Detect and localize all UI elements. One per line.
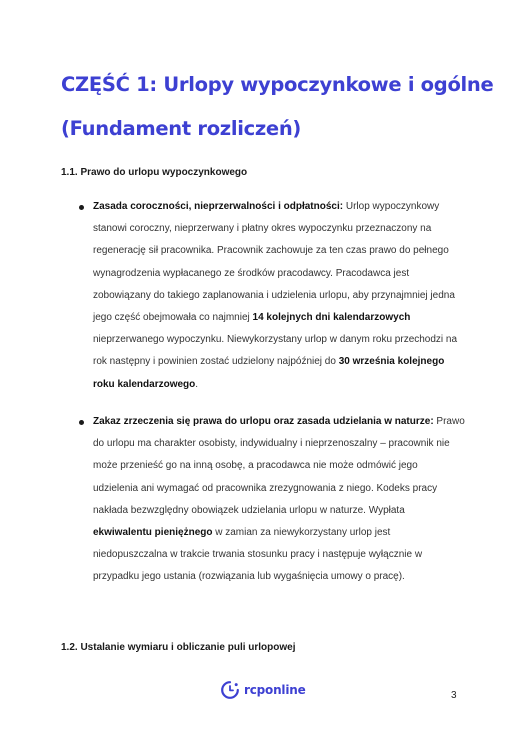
logo-text-rcp: rcp: [244, 683, 266, 697]
bullet-dot-icon: [79, 420, 84, 425]
logo-wordmark: [244, 683, 306, 697]
bullet-paragraph-2: [93, 411, 465, 589]
page-number: 3: [451, 690, 457, 701]
bullet-dot-icon: [79, 205, 84, 210]
bullet-1-bold-1: 14 kolejnych dni kalendarzowych: [252, 312, 411, 324]
bullet-1-text-1: Urlop wypoczynkowy stanowi coroczny, nieprzerwany i płatny okres wypoczynku przeznaczony na regenerację sił pracownika. Pracownik zachowuje za ten czas prawo do pełnego wynagrodzenia wypłacanego ze środków pracodawcy. Pracodawca jest zobowiązany do takiego zaplanowania i udzielenia urlopu, aby przynajmniej jedna jego część obejmowała co najmniej: [93, 201, 455, 324]
chapter-title-line-2: (Fundament rozliczeń): [61, 117, 302, 140]
bullet-paragraph-1: [93, 196, 465, 396]
chapter-title-line-1: CZĘŚĆ 1: Urlopy wypoczynkowe i ogólne: [61, 73, 494, 96]
rcponline-logo: [220, 679, 310, 701]
bullet-1-bold-2: 30 września kolejnego roku kalendarzowego: [93, 356, 445, 390]
bullet-2-lead: Zakaz zrzeczenia się prawa do urlopu oraz zasada udzielania w naturze:: [93, 416, 434, 427]
bullet-1-text-3: .: [195, 378, 199, 390]
bullet-2-text-1: Prawo do urlopu ma charakter osobisty, indywidualny i nieprzenoszalny – pracownik nie może przenieść go na inną osobę, a pracodawca nie może odmówić jego udzielenia ani wymagać od pracownika zrezygnowania z niego. Kodeks pracy nakłada bezwzględny obowiązek udzielania urlopu w naturze. Wypłata: [93, 416, 465, 516]
logo-text-online: online: [265, 683, 306, 697]
section-heading-1-1: 1.1. Prawo do urlopu wypoczynkowego: [61, 167, 248, 178]
bullet-2-bold-1: ekwiwalentu pieniężnego: [93, 527, 213, 539]
bullet-1-lead: Zasada coroczności, nieprzerwalności i odpłatności:: [93, 201, 344, 212]
bullet-1-text-2: nieprzerwanego wypoczynku. Niewykorzystany urlop w danym roku przechodzi na rok następny i powinien zostać udzielony najpóźniej do: [93, 334, 458, 368]
clock-logo-icon: [220, 680, 240, 700]
section-heading-1-2: 1.2. Ustalanie wymiaru i obliczanie puli urlopowej: [61, 642, 296, 653]
bullet-2-text-2: w zamian za niewykorzystany urlop jest niedopuszczalna w trakcie trwania stosunku pracy i następuje wyłącznie w przypadku jego ustania (rozwiązania lub wygaśnięcia umowy o pracę).: [93, 527, 423, 583]
